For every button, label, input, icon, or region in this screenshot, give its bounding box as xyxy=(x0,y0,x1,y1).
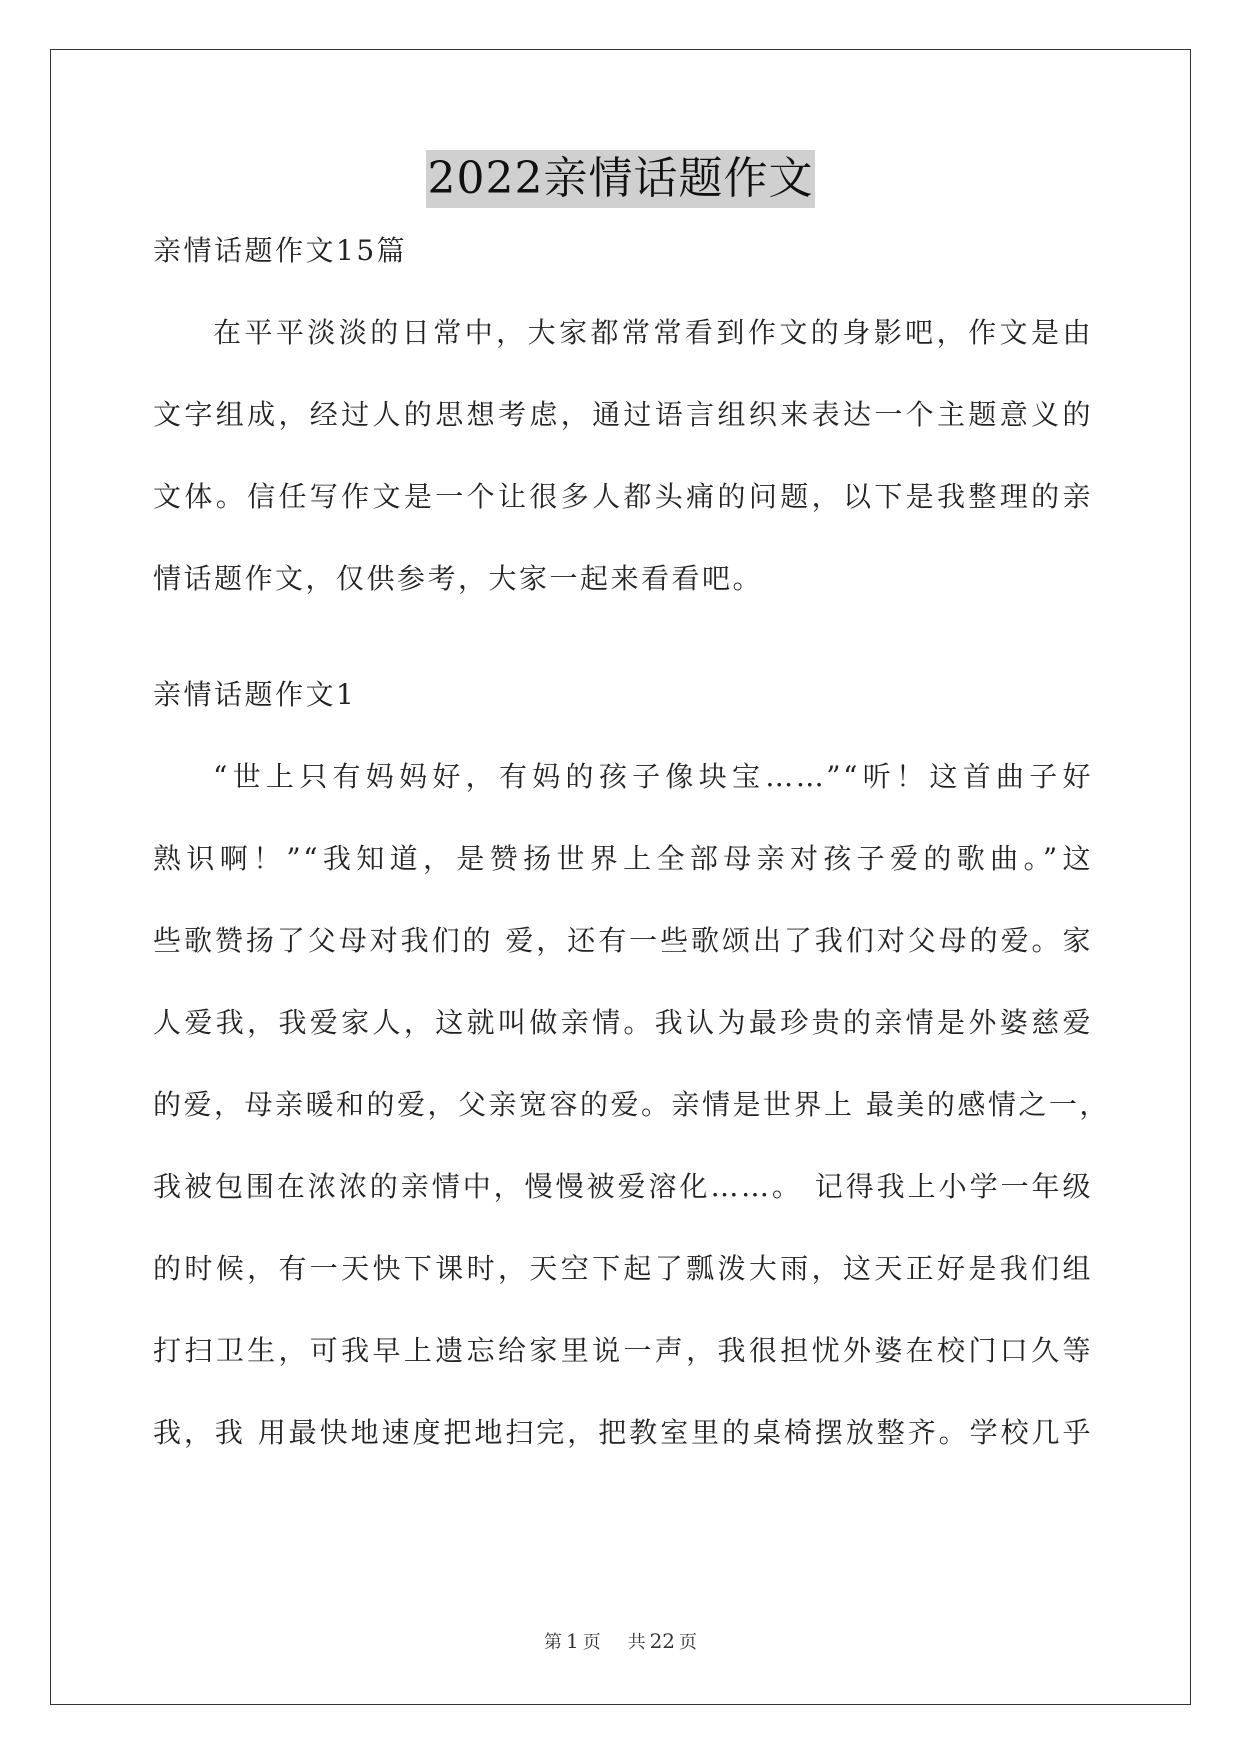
intro-paragraph xyxy=(153,312,1093,599)
footer-total-prefix: 共 xyxy=(627,1632,646,1653)
title-container xyxy=(0,150,1241,208)
intro-line: 在平平淡淡的日常中，大家都常常看到作文的身影吧，作文是由 xyxy=(213,316,1093,349)
section-line: 我，我 用最快地速度把地扫完，把教室里的桌椅摆放整齐。学校几乎 xyxy=(153,1416,1093,1449)
intro-line: 文字组成，经过人的思想考虑，通过语言组织来表达一个主题意义的 xyxy=(153,398,1093,431)
footer-total-suffix: 页 xyxy=(679,1632,698,1653)
section-line: 的时候，有一天快下课时，天空下起了瓢泼大雨，这天正好是我们组 xyxy=(153,1252,1093,1285)
section-line: 人爱我，我爱家人，这就叫做亲情。我认为最珍贵的亲情是外婆慈爱 xyxy=(153,1006,1093,1039)
document-subtitle: 亲情话题作文15篇 xyxy=(153,234,408,267)
section-heading: 亲情话题作文1 xyxy=(153,678,357,711)
document-body xyxy=(153,230,1110,1453)
intro-line: 情话题作文，仅供参考，大家一起来看看吧。 xyxy=(153,562,764,595)
footer-page-suffix: 页 xyxy=(582,1632,601,1653)
section-line: 我被包围在浓浓的亲情中，慢慢被爱溶化……。 记得我上小学一年级 xyxy=(153,1170,1093,1203)
page-footer xyxy=(0,1628,1241,1654)
section-line: 些歌赞扬了父母对我们的 爱，还有一些歌颂出了我们对父母的爱。家 xyxy=(153,924,1093,957)
document-title: 2022亲情话题作文 xyxy=(426,150,816,208)
section-line: “世上只有妈妈好，有妈的孩子像块宝……”“听！这首曲子好 xyxy=(213,760,1093,793)
section-line: 熟识啊！”“我知道，是赞扬世界上全部母亲对孩子爱的歌曲。”这 xyxy=(153,842,1093,875)
section-paragraph xyxy=(153,756,1110,1453)
footer-prefix: 第 xyxy=(543,1632,562,1653)
footer-total-pages: 22 xyxy=(649,1629,676,1653)
section-line: 的爱，母亲暖和的爱，父亲宽容的爱。亲情是世界上 最美的感情之一， xyxy=(153,1088,1110,1121)
section-line: 打扫卫生，可我早上遗忘给家里说一声，我很担忧外婆在校门口久等 xyxy=(153,1334,1093,1367)
footer-page-number: 1 xyxy=(565,1629,579,1653)
intro-line: 文体。信任写作文是一个让很多人都头痛的问题，以下是我整理的亲 xyxy=(153,480,1093,513)
